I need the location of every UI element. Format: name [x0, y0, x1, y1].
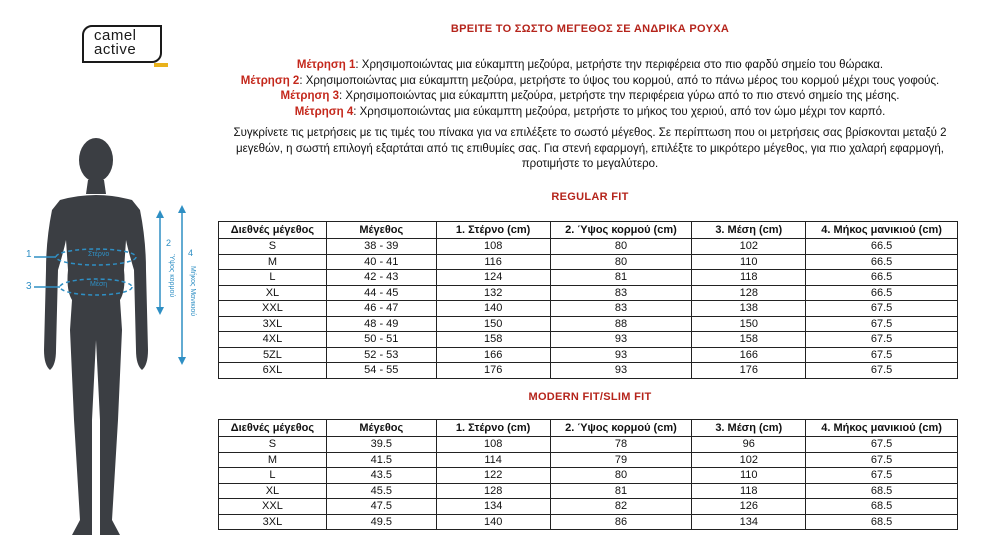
instruction-line [220, 74, 960, 90]
table-cell: XL [219, 285, 327, 301]
table-cell: 66.5 [806, 254, 958, 270]
table-cell: 67.5 [806, 363, 958, 379]
table-cell: 114 [436, 452, 550, 468]
table-cell: 38 - 39 [326, 239, 436, 255]
instruction-label: Μέτρηση 1 [296, 59, 356, 71]
table-body [219, 239, 958, 379]
table-cell: 80 [550, 254, 692, 270]
table-cell: 81 [550, 483, 692, 499]
table-cell: 108 [436, 437, 550, 453]
page-title: ΒΡΕΙΤΕ ΤΟ ΣΩΣΤΟ ΜΕΓΕΘΟΣ ΣΕ ΑΝΔΡΙΚΑ ΡΟΥΧΑ [450, 23, 730, 35]
instruction-line [220, 58, 960, 74]
table-cell: 132 [436, 285, 550, 301]
table-cell: 82 [550, 499, 692, 515]
table-cell: 124 [436, 270, 550, 286]
table-cell: 93 [550, 363, 692, 379]
table-row [219, 332, 958, 348]
table-cell: 5ZL [219, 347, 327, 363]
table-cell: 66.5 [806, 270, 958, 286]
column-header: 1. Στέρνο (cm) [436, 420, 550, 437]
table-cell: 102 [692, 239, 806, 255]
body-silhouette [44, 138, 148, 535]
column-header: 1. Στέρνο (cm) [436, 222, 550, 239]
table-row [219, 499, 958, 515]
table-cell: 83 [550, 285, 692, 301]
table-cell: 128 [692, 285, 806, 301]
column-header: 4. Μήκος μανικιού (cm) [806, 222, 958, 239]
table-cell: 48 - 49 [326, 316, 436, 332]
table-cell: 118 [692, 270, 806, 286]
table-row [219, 437, 958, 453]
table-cell: 4XL [219, 332, 327, 348]
table-cell: 122 [436, 468, 550, 484]
column-header: Μέγεθος [326, 222, 436, 239]
table-row [219, 285, 958, 301]
table-row [219, 316, 958, 332]
table-cell: 67.5 [806, 437, 958, 453]
table-cell: 102 [692, 452, 806, 468]
table-cell: XXL [219, 499, 327, 515]
table-cell: M [219, 452, 327, 468]
size-comparison-note: Συγκρίνετε τις μετρήσεις με τις τιμές του πίνακα για να επιλέξετε το σωστό μέγεθος. Σε περίπτωση που οι μετρήσεις σας βρίσκονται μεταξύ 2 μεγεθών, η σωστή επιλογή εξαρτάται από τις επιθυμίες σας. Για στενή εφαρμογή, επιλέξτε το μικρότερο μέγεθος, για πιο χαλαρή εφαρμογή, προτιμήστε το μεγαλύτερο. [233, 127, 947, 170]
table-cell: 150 [436, 316, 550, 332]
table-cell: L [219, 270, 327, 286]
table-row [219, 239, 958, 255]
table-cell: 6XL [219, 363, 327, 379]
table-row [219, 514, 958, 530]
table-cell: 67.5 [806, 468, 958, 484]
table-cell: 110 [692, 254, 806, 270]
table-cell: 41.5 [326, 452, 436, 468]
table-cell: 166 [692, 347, 806, 363]
instruction-label: Μέτρηση 2 [240, 74, 300, 87]
table-header-row [219, 222, 958, 239]
instruction-text: : Χρησιμοποιώντας μια εύκαμπτη μεζούρα, μετρήστε το ύψος του κορμού, από το πάνω μέρος του κορμού μέχρι τους γοφούς. [299, 74, 940, 87]
table-cell: 67.5 [806, 332, 958, 348]
table-row [219, 483, 958, 499]
table-body [219, 437, 958, 530]
table-cell: 43.5 [326, 468, 436, 484]
table-cell: 110 [692, 468, 806, 484]
table-row [219, 347, 958, 363]
modern-fit-title: MODERN FIT/SLIM FIT [528, 391, 652, 403]
table-cell: 79 [550, 452, 692, 468]
table-cell: 49.5 [326, 514, 436, 530]
table-cell: 166 [436, 347, 550, 363]
table-cell: 150 [692, 316, 806, 332]
table-cell: 67.5 [806, 301, 958, 317]
measurement-instructions [220, 58, 960, 120]
table-cell: 176 [436, 363, 550, 379]
logo-text-camel: camel [94, 27, 137, 44]
logo-accent-bar [154, 63, 168, 67]
table-cell: 52 - 53 [326, 347, 436, 363]
table-cell: 116 [436, 254, 550, 270]
regular-fit-table [218, 221, 958, 379]
table-cell: 3XL [219, 514, 327, 530]
table-cell: 80 [550, 239, 692, 255]
table-cell: 158 [436, 332, 550, 348]
column-header: 2. Ύψος κορμού (cm) [550, 222, 692, 239]
table-row [219, 301, 958, 317]
column-header: 3. Μέση (cm) [692, 222, 806, 239]
table-cell: 140 [436, 301, 550, 317]
table-cell: XL [219, 483, 327, 499]
body-measurement-figure [0, 120, 210, 551]
column-header: Διεθνές μέγεθος [219, 222, 327, 239]
table-cell: 54 - 55 [326, 363, 436, 379]
table-cell: 176 [692, 363, 806, 379]
table-cell: 126 [692, 499, 806, 515]
figure-label-sleeve: Μήκος Μανικιού [189, 266, 196, 317]
table-row [219, 270, 958, 286]
table-cell: 68.5 [806, 499, 958, 515]
table-cell: 81 [550, 270, 692, 286]
table-cell: 42 - 43 [326, 270, 436, 286]
table-cell: 78 [550, 437, 692, 453]
column-header: 4. Μήκος μανικιού (cm) [806, 420, 958, 437]
table-row [219, 452, 958, 468]
table-cell: L [219, 468, 327, 484]
instruction-text: : Χρησιμοποιώντας μια εύκαμπτη μεζούρα, μετρήστε το μήκος του χεριού, από τον ώμο μέχρι τον καρπό. [353, 105, 886, 118]
table-cell: 3XL [219, 316, 327, 332]
table-cell: 118 [692, 483, 806, 499]
table-cell: 93 [550, 332, 692, 348]
table-cell: 108 [436, 239, 550, 255]
table-row [219, 254, 958, 270]
instruction-label: Μέτρηση 4 [294, 105, 354, 118]
table-cell: S [219, 437, 327, 453]
table-cell: 45.5 [326, 483, 436, 499]
table-cell: 40 - 41 [326, 254, 436, 270]
column-header: Διεθνές μέγεθος [219, 420, 327, 437]
column-header: 2. Ύψος κορμού (cm) [550, 420, 692, 437]
table-cell: 47.5 [326, 499, 436, 515]
table-cell: 93 [550, 347, 692, 363]
table-row [219, 363, 958, 379]
column-header: Μέγεθος [326, 420, 436, 437]
table-cell: 66.5 [806, 285, 958, 301]
table-cell: 39.5 [326, 437, 436, 453]
figure-label-2: 2 [166, 238, 172, 248]
table-cell: 138 [692, 301, 806, 317]
table-cell: 68.5 [806, 483, 958, 499]
table-cell: 140 [436, 514, 550, 530]
column-header: 3. Μέση (cm) [692, 420, 806, 437]
table-cell: S [219, 239, 327, 255]
table-cell: 68.5 [806, 514, 958, 530]
table-cell: 88 [550, 316, 692, 332]
figure-label-chest: Στέρνο [88, 251, 110, 258]
instruction-line [220, 105, 960, 121]
table-cell: 80 [550, 468, 692, 484]
logo-text-active: active [94, 41, 137, 58]
brand-logo [82, 25, 164, 65]
table-row [219, 468, 958, 484]
instruction-label: Μέτρηση 3 [280, 90, 340, 102]
table-cell: 134 [692, 514, 806, 530]
table-cell: M [219, 254, 327, 270]
instruction-text: : Χρησιμοποιώντας μια εύκαμπτη μεζούρα, μετρήστε την περιφέρεια στο πιο φαρδύ σημείο του θώρακα. [355, 59, 884, 71]
figure-label-4: 4 [188, 248, 194, 258]
figure-label-1: 1 [26, 249, 32, 260]
figure-label-torso: Ύψος κορμού [168, 254, 175, 298]
instruction-text: : Χρησιμοποιώντας μια εύκαμπτη μεζούρα, μετρήστε την περιφέρεια γύρω από το πιο στενό σημείο της μέσης. [339, 90, 900, 102]
instruction-line [220, 89, 960, 105]
table-cell: 46 - 47 [326, 301, 436, 317]
table-cell: 44 - 45 [326, 285, 436, 301]
table-cell: 67.5 [806, 316, 958, 332]
regular-fit-title: REGULAR FIT [551, 191, 629, 203]
table-cell: 128 [436, 483, 550, 499]
figure-label-waist: Μέση [90, 281, 108, 288]
modern-fit-table [218, 419, 958, 530]
table-cell: 50 - 51 [326, 332, 436, 348]
table-cell: 158 [692, 332, 806, 348]
table-cell: 66.5 [806, 239, 958, 255]
figure-label-3: 3 [26, 281, 32, 292]
table-cell: 96 [692, 437, 806, 453]
table-cell: 134 [436, 499, 550, 515]
table-cell: 83 [550, 301, 692, 317]
table-cell: 67.5 [806, 452, 958, 468]
table-cell: XXL [219, 301, 327, 317]
table-cell: 86 [550, 514, 692, 530]
table-cell: 67.5 [806, 347, 958, 363]
table-header-row [219, 420, 958, 437]
